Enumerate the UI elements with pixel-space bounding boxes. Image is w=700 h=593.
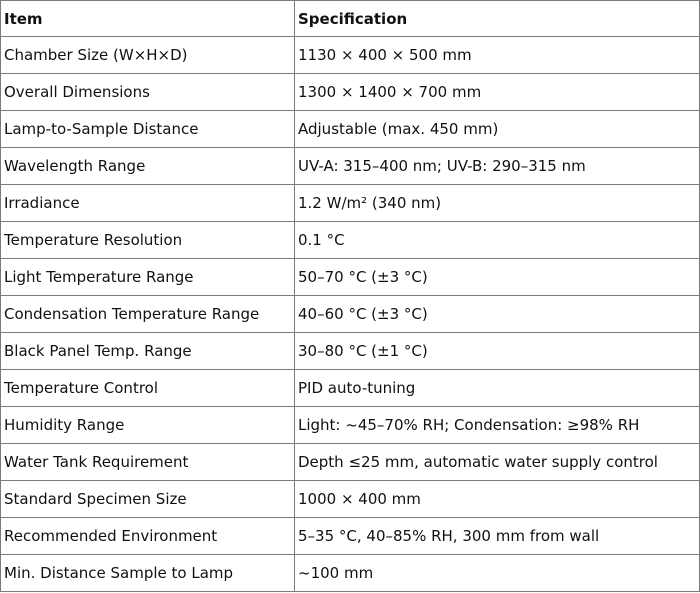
item-cell: Condensation Temperature Range	[1, 296, 295, 333]
item-cell: Water Tank Requirement	[1, 444, 295, 481]
specification-cell: Light: ~45–70% RH; Condensation: ≥98% RH	[295, 407, 700, 444]
specification-cell: 5–35 °C, 40–85% RH, 300 mm from wall	[295, 518, 700, 555]
specification-cell: 1130 × 400 × 500 mm	[295, 37, 700, 74]
item-cell: Humidity Range	[1, 407, 295, 444]
table-row	[1, 407, 700, 444]
table-row	[1, 222, 700, 259]
table-body	[1, 37, 700, 592]
item-cell: Recommended Environment	[1, 518, 295, 555]
specification-cell: 1000 × 400 mm	[295, 481, 700, 518]
column-header-item: Item	[1, 1, 295, 37]
specification-cell: Adjustable (max. 450 mm)	[295, 111, 700, 148]
item-cell: Overall Dimensions	[1, 74, 295, 111]
item-cell: Min. Distance Sample to Lamp	[1, 555, 295, 592]
item-cell: Standard Specimen Size	[1, 481, 295, 518]
table-row	[1, 185, 700, 222]
item-cell: Temperature Control	[1, 370, 295, 407]
item-cell: Lamp-to-Sample Distance	[1, 111, 295, 148]
item-cell: Light Temperature Range	[1, 259, 295, 296]
table-row	[1, 74, 700, 111]
header-row	[1, 1, 700, 37]
specification-cell: 50–70 °C (±3 °C)	[295, 259, 700, 296]
specification-cell: Depth ≤25 mm, automatic water supply control	[295, 444, 700, 481]
table-row	[1, 481, 700, 518]
item-cell: Irradiance	[1, 185, 295, 222]
table-row	[1, 370, 700, 407]
table-row	[1, 111, 700, 148]
table-row	[1, 333, 700, 370]
column-header-specification: Specification	[295, 1, 700, 37]
table-row	[1, 518, 700, 555]
table-row	[1, 555, 700, 592]
item-cell: Temperature Resolution	[1, 222, 295, 259]
item-cell: Black Panel Temp. Range	[1, 333, 295, 370]
item-cell: Chamber Size (W×H×D)	[1, 37, 295, 74]
table-header	[1, 1, 700, 37]
table-row	[1, 444, 700, 481]
table-row	[1, 296, 700, 333]
specification-cell: 30–80 °C (±1 °C)	[295, 333, 700, 370]
specification-cell: 40–60 °C (±3 °C)	[295, 296, 700, 333]
table-row	[1, 259, 700, 296]
specification-cell: ~100 mm	[295, 555, 700, 592]
specification-cell: 0.1 °C	[295, 222, 700, 259]
specification-cell: 1.2 W/m² (340 nm)	[295, 185, 700, 222]
item-cell: Wavelength Range	[1, 148, 295, 185]
specification-cell: PID auto-tuning	[295, 370, 700, 407]
table-row	[1, 148, 700, 185]
table-row	[1, 37, 700, 74]
specification-cell: 1300 × 1400 × 700 mm	[295, 74, 700, 111]
specification-cell: UV-A: 315–400 nm; UV-B: 290–315 nm	[295, 148, 700, 185]
